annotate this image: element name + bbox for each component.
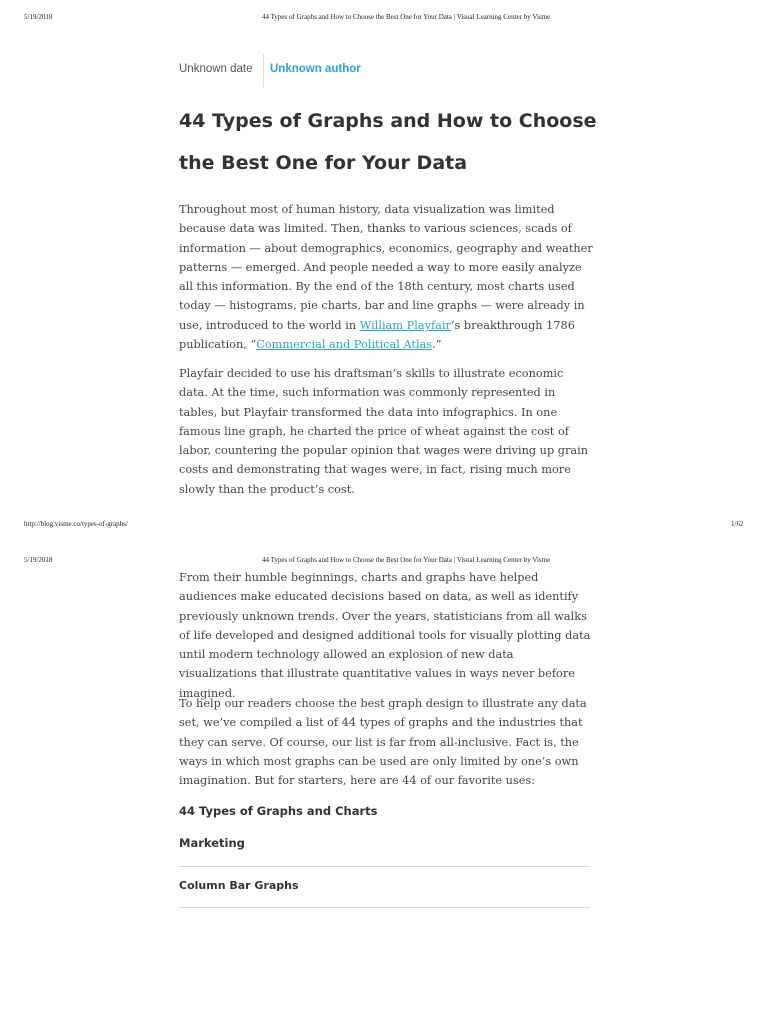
history-paragraph: From their humble beginnings, charts and graphs have helped audiences make educated decisions based on data, as well as identify previously unknown trends. Over the years, statisticians from all walks of life developed and designed additional tools for visually plotting data until modern technology allowed an explosion of new data visualizations that illustrate quantitative values in ways never before imagined.: [179, 571, 591, 700]
list-intro-paragraph: To help our readers choose the best graph design to illustrate any data set, we’ve compiled a list of 44 types of graphs and the industries that they can serve. Of course, our list is far from all-inclusive. Fact is, the ways in which most graphs can be used are only limited by one’s own imagination. But for starters, here are 44 of our favorite uses:: [179, 697, 587, 788]
print-header-date: 5/19/2018: [24, 13, 53, 21]
divider-bottom: [179, 907, 590, 908]
commercial-political-atlas-link[interactable]: Commercial and Political Atlas: [256, 338, 433, 352]
category-heading-marketing: Marketing: [179, 836, 245, 850]
meta-divider: [263, 54, 264, 87]
print-footer-url: http://blog.visme.co/types-of-graphs/: [24, 520, 128, 528]
divider-top: [179, 866, 590, 867]
william-playfair-link[interactable]: William Playfair: [359, 318, 451, 332]
section-heading: 44 Types of Graphs and Charts: [179, 804, 378, 818]
article-author-link[interactable]: Unknown author: [270, 63, 361, 75]
print-header-date-page2: 5/19/2018: [24, 556, 53, 564]
article-date: Unknown date: [179, 63, 253, 75]
item-heading-column-bar-graphs: Column Bar Graphs: [179, 879, 299, 892]
intro-text-end: .”: [432, 338, 442, 352]
intro-text-mid: ‘s breakthrough 1786 publication, “: [179, 318, 575, 352]
print-header-title: 44 Types of Graphs and How to Choose the Best One for Your Data | Visual Learning Center by Visme: [262, 13, 551, 21]
intro-text: Throughout most of human history, data visualization was limited because data was limited. Then, thanks to various sciences, scads of information — about demographics, economics, geography and weather patterns — emerged. And people needed a way to more easily analyze all this information. By the end of the 18th century, most charts used today — histograms, pie charts, bar and line graphs — were already in use, introduced to the world in: [179, 203, 593, 332]
article-meta: [179, 54, 599, 87]
print-header-title-page2: 44 Types of Graphs and How to Choose the Best One for Your Data | Visual Learning Center by Visme: [262, 556, 551, 564]
print-footer-page-number: 1/62: [731, 520, 744, 528]
article-title: 44 Types of Graphs and How to Choose the Best One for Your Data: [179, 110, 597, 174]
playfair-paragraph: Playfair decided to use his draftsman’s skills to illustrate economic data. At the time, such information was commonly represented in tables, but Playfair transformed the data into infographics. In one famous line graph, he charted the price of wheat against the cost of labor, countering the popular opinion that wages were driving up grain costs and demonstrating that wages were, in fact, rising much more slowly than the product’s cost.: [179, 367, 589, 496]
intro-paragraph: [179, 200, 594, 354]
